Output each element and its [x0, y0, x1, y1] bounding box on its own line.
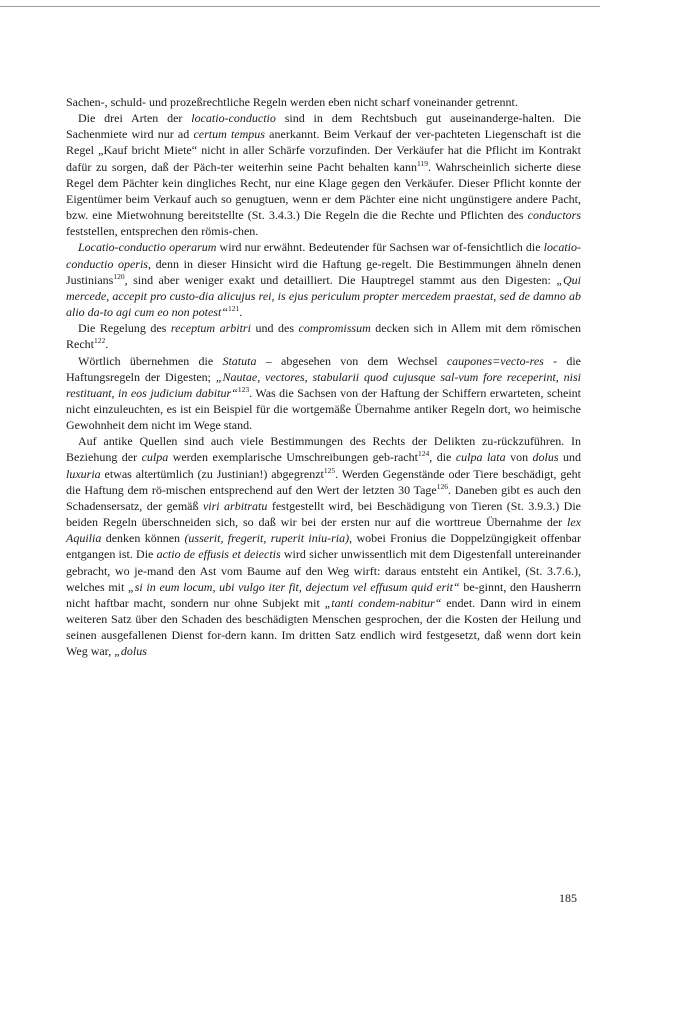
- italic-text: „si in eum locum, ubi vulgo iter fit, dejectum vel effusum quid erit“: [128, 579, 460, 594]
- footnote-marker: 122: [94, 336, 106, 346]
- text-run: be-ginnt, den Hausherrn nicht haftbar macht, sondern nur ohne Subjekt mit: [66, 579, 582, 610]
- text-run: .: [239, 305, 243, 320]
- page-body: [66, 94, 581, 659]
- body-paragraph: [66, 353, 581, 434]
- text-run: Auf antike Quellen sind auch viele Bestimmungen des Rechts der Delikten zu-rückzuführen. In Beziehung der: [66, 434, 581, 465]
- page-number: 185: [559, 891, 577, 905]
- italic-text: „Qui mercede, accepit pro custo-dia alicujus rei, is ejus periculum propter mercedem praestat, sed de damno ab alio da-to agi cum eo non potest“: [66, 272, 581, 320]
- italic-text: „Nautae, vectores, stabularii quod cujusque sal-vum fore receperint, nisi restituant, in eos judicium dabitur“: [66, 369, 581, 400]
- text-run: denken können: [101, 531, 185, 546]
- text-run: und: [558, 450, 582, 465]
- top-rule: [0, 6, 600, 7]
- italic-text: culpa lata: [455, 450, 506, 465]
- italic-text: certum tempus: [193, 127, 265, 142]
- text-run: , wobei Fronius die Doppelzüngigkeit offenbar entgangen ist. Die: [66, 531, 581, 562]
- italic-text: receptum arbitri: [170, 321, 251, 336]
- text-run: - die Haftungsregeln der Digesten;: [66, 353, 582, 384]
- text-run: wird nur erwähnt. Bedeutender für Sachsen war of-fensichtlich die: [216, 240, 544, 255]
- text-run: , sind aber weniger exakt und detailliert. Die Hauptregel stammt aus den Digesten:: [124, 272, 557, 287]
- text-run: decken sich in Allem mit dem römischen Recht: [66, 321, 582, 352]
- italic-text: dolus: [532, 450, 559, 465]
- italic-text: compromissum: [298, 321, 371, 336]
- body-paragraph: [66, 433, 581, 659]
- text-run: . Werden Gegenstände oder Tiere beschädigt, geht die Haftung dem rö-mischen entsprechend auf den Wert der letzten 30 Tage: [66, 466, 581, 497]
- text-run: festgestellt wird, bei Beschädigung von Tieren (St. 3.9.3.) Die beiden Regeln überschneiden sich, so daß wir bei der ersten nur auf die worttreue Übernahme der: [66, 498, 581, 530]
- italic-text: locatio-conductio: [191, 111, 276, 126]
- italic-text: caupones=vecto-res: [446, 353, 544, 368]
- italic-text: „tanti condem-nabitur“: [324, 595, 442, 610]
- text-run: endet. Dann wird in einem weiteren Satz über den Schaden des beschädigten Menschen gesprochen, der die Kosten der Heilung und seinen ausgefallenen Dienst for-dern kann. Im dritten Satz endlich wird festgesetzt, daß wenn dort kein Weg war,: [66, 595, 581, 659]
- footnote-marker: 120: [113, 271, 125, 281]
- footnote-marker: 126: [436, 481, 448, 491]
- text-run: feststellen, entsprechen den römis-chen.: [66, 224, 259, 239]
- text-run: Wörtlich übernehmen die: [78, 353, 223, 368]
- footnote-marker: 125: [323, 465, 336, 475]
- italic-text: culpa: [141, 450, 169, 465]
- body-paragraph: [66, 320, 581, 352]
- text-run: Die drei Arten der: [78, 111, 192, 126]
- italic-text: conductors: [527, 208, 581, 223]
- text-run: anerkannt. Beim Verkauf der ver-pachteten Liegenschaft ist die Regel „Kauf bricht Miete“ nicht in aller Schärfe vorzufinden. Der Verkäufer hat die Pflicht im Kontrakt dafür zu sorgen, daß der Päch-ter weiterhin seine Pacht behalten kann: [66, 127, 581, 174]
- text-run: – abgesehen von dem Wechsel: [256, 353, 447, 368]
- body-paragraph: [66, 110, 581, 239]
- italic-text: „dolus: [114, 644, 147, 659]
- text-run: . Daneben gibt es auch den Schadensersatz, der gemäß: [66, 482, 581, 513]
- footnote-marker: 124: [417, 449, 430, 459]
- italic-text: viri arbitratu: [202, 498, 268, 513]
- italic-text: lex Aquilia: [66, 515, 581, 546]
- italic-text: actio de effusis et deiectis: [156, 547, 281, 562]
- text-run: .: [105, 337, 109, 352]
- italic-text: luxuria: [66, 466, 101, 481]
- text-run: etwas altertümlich (zu Justinian!) abgegrenzt: [100, 466, 324, 481]
- body-paragraph: [66, 239, 581, 320]
- italic-text: locatio-conductio operis: [66, 240, 581, 271]
- italic-text: (usserit, fregerit, ruperit iniu-ria): [184, 531, 350, 546]
- text-run: sind in dem Rechtsbuch gut auseinanderge-halten. Die Sachenmiete wird nur ad: [66, 111, 582, 142]
- text-run: Sachen-, schuld- und prozeßrechtliche Regeln werden eben nicht scharf voneinander getrennt.: [66, 95, 518, 109]
- text-run: und des: [250, 321, 299, 336]
- footnote-marker: 123: [237, 384, 250, 394]
- text-run: Die Regelung des: [78, 321, 171, 336]
- italic-text: Locatio-conductio operarum: [78, 240, 217, 255]
- italic-text: Statuta: [222, 353, 257, 368]
- text-run: , die: [429, 450, 456, 465]
- text-run: . Wahrscheinlich sicherte diese Regel dem Pächter kein dingliches Recht, nur eine Klage gegen den Verkäufer. Dieser Pflicht konnte der Eigentümer beim Verkauf auch so genugtuen, wenn er dem Pächter eine nicht ungünstigere andere Pacht, bzw. eine Mietwohnung bereitstellte (St. 3.4.3.) Die Regeln die die Rechte und Pflichten des: [66, 159, 581, 223]
- text-run: werden exemplarische Umschreibungen geb-racht: [168, 450, 418, 465]
- footnote-marker: 119: [417, 158, 428, 168]
- body-paragraph: [66, 94, 581, 110]
- text-run: von: [505, 450, 533, 465]
- footnote-marker: 121: [228, 304, 240, 314]
- text-run: wird sicher unwissentlich mit dem Digestenfall untereinander gebracht, wo je-mand den Ast vom Baume auf den Weg wirft: daraus entsteht ein Antikel, (St. 3.7.6.), welches mit: [66, 547, 581, 594]
- text-run: . Was die Sachsen von der Haftung der Schiffern erwarteten, scheint nicht einzuleuchten, es ist ein Beispiel für die wortgemäße Übernahme antiker Regeln dort, wo heimische Gewohnheit dem nicht im Wege stand.: [66, 385, 581, 433]
- text-run: , denn in dieser Hinsicht wird die Haftung ge-regelt. Die Bestimmungen ähneln denen Justinians: [66, 256, 581, 287]
